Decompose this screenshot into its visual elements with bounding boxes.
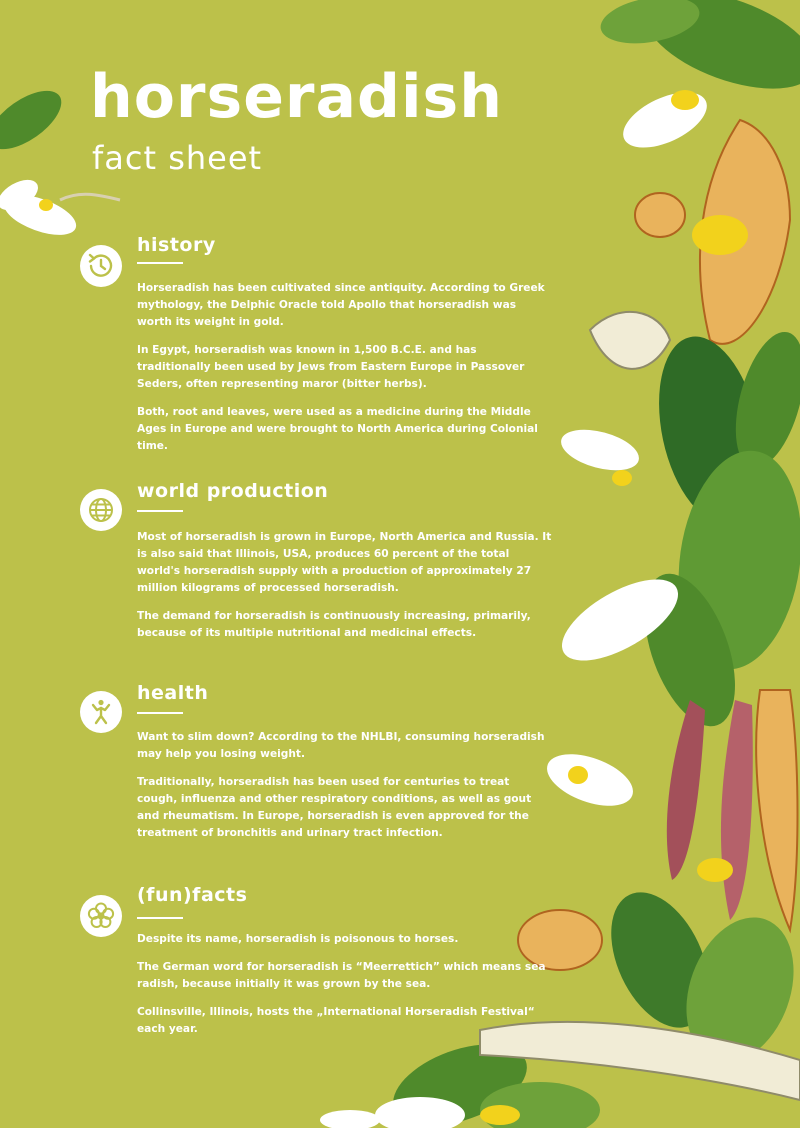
paragraph: Horseradish has been cultivated since antiquity. According to Greek mythology, the Delphic Oracle told Apollo that horseradish was worth its weight in gold. bbox=[137, 282, 545, 328]
paragraph: Collinsville, Illinois, hosts the „International Horseradish Festival“ each year. bbox=[137, 1006, 535, 1035]
paragraph: Want to slim down? According to the NHLBI, consuming horseradish may help you losing weight. bbox=[137, 731, 545, 760]
heading-underline bbox=[137, 262, 183, 264]
section-body bbox=[137, 931, 552, 1049]
section-body bbox=[137, 280, 552, 466]
clock-history-icon bbox=[80, 245, 122, 287]
section-heading: health bbox=[137, 682, 209, 704]
paragraph: The demand for horseradish is continuously increasing, primarily, because of its multiple nutritional and medicinal effects. bbox=[137, 610, 531, 639]
flower-icon bbox=[80, 895, 122, 937]
paragraph: Traditionally, horseradish has been used for centuries to treat cough, influenza and other respiratory conditions, as well as gout and rheumatism. In Europe, horseradish is even approved for the treatment of bronchitis and urinary tract infection. bbox=[137, 776, 532, 839]
person-fitness-icon bbox=[80, 691, 122, 733]
paragraph: In Egypt, horseradish was known in 1,500 B.C.E. and has traditionally been used by Jews from Eastern Europe in Passover Seders, often representing maror (bitter herbs). bbox=[137, 344, 525, 390]
section-body bbox=[137, 729, 552, 853]
paragraph: Both, root and leaves, were used as a medicine during the Middle Ages in Europe and were brought to North America during Colonial time. bbox=[137, 406, 538, 452]
section-heading: world production bbox=[137, 480, 329, 502]
page-subtitle: fact sheet bbox=[92, 139, 263, 177]
globe-icon bbox=[80, 489, 122, 531]
paragraph: Despite its name, horseradish is poisonous to horses. bbox=[137, 933, 459, 945]
section-heading: (fun)facts bbox=[137, 884, 248, 906]
paragraph: The German word for horseradish is “Meerrettich” which means sea radish, because initially it was grown by the sea. bbox=[137, 961, 546, 990]
heading-underline bbox=[137, 712, 183, 714]
section-heading: history bbox=[137, 234, 216, 256]
heading-underline bbox=[137, 917, 183, 919]
heading-underline bbox=[137, 510, 183, 512]
page-title: horseradish bbox=[90, 62, 503, 132]
section-body bbox=[137, 529, 552, 653]
paragraph: Most of horseradish is grown in Europe, North America and Russia. It is also said that Illinois, USA, produces 60 percent of the total world's horseradish supply with a production of approximately 27 million kilograms of processed horseradish. bbox=[137, 531, 552, 594]
